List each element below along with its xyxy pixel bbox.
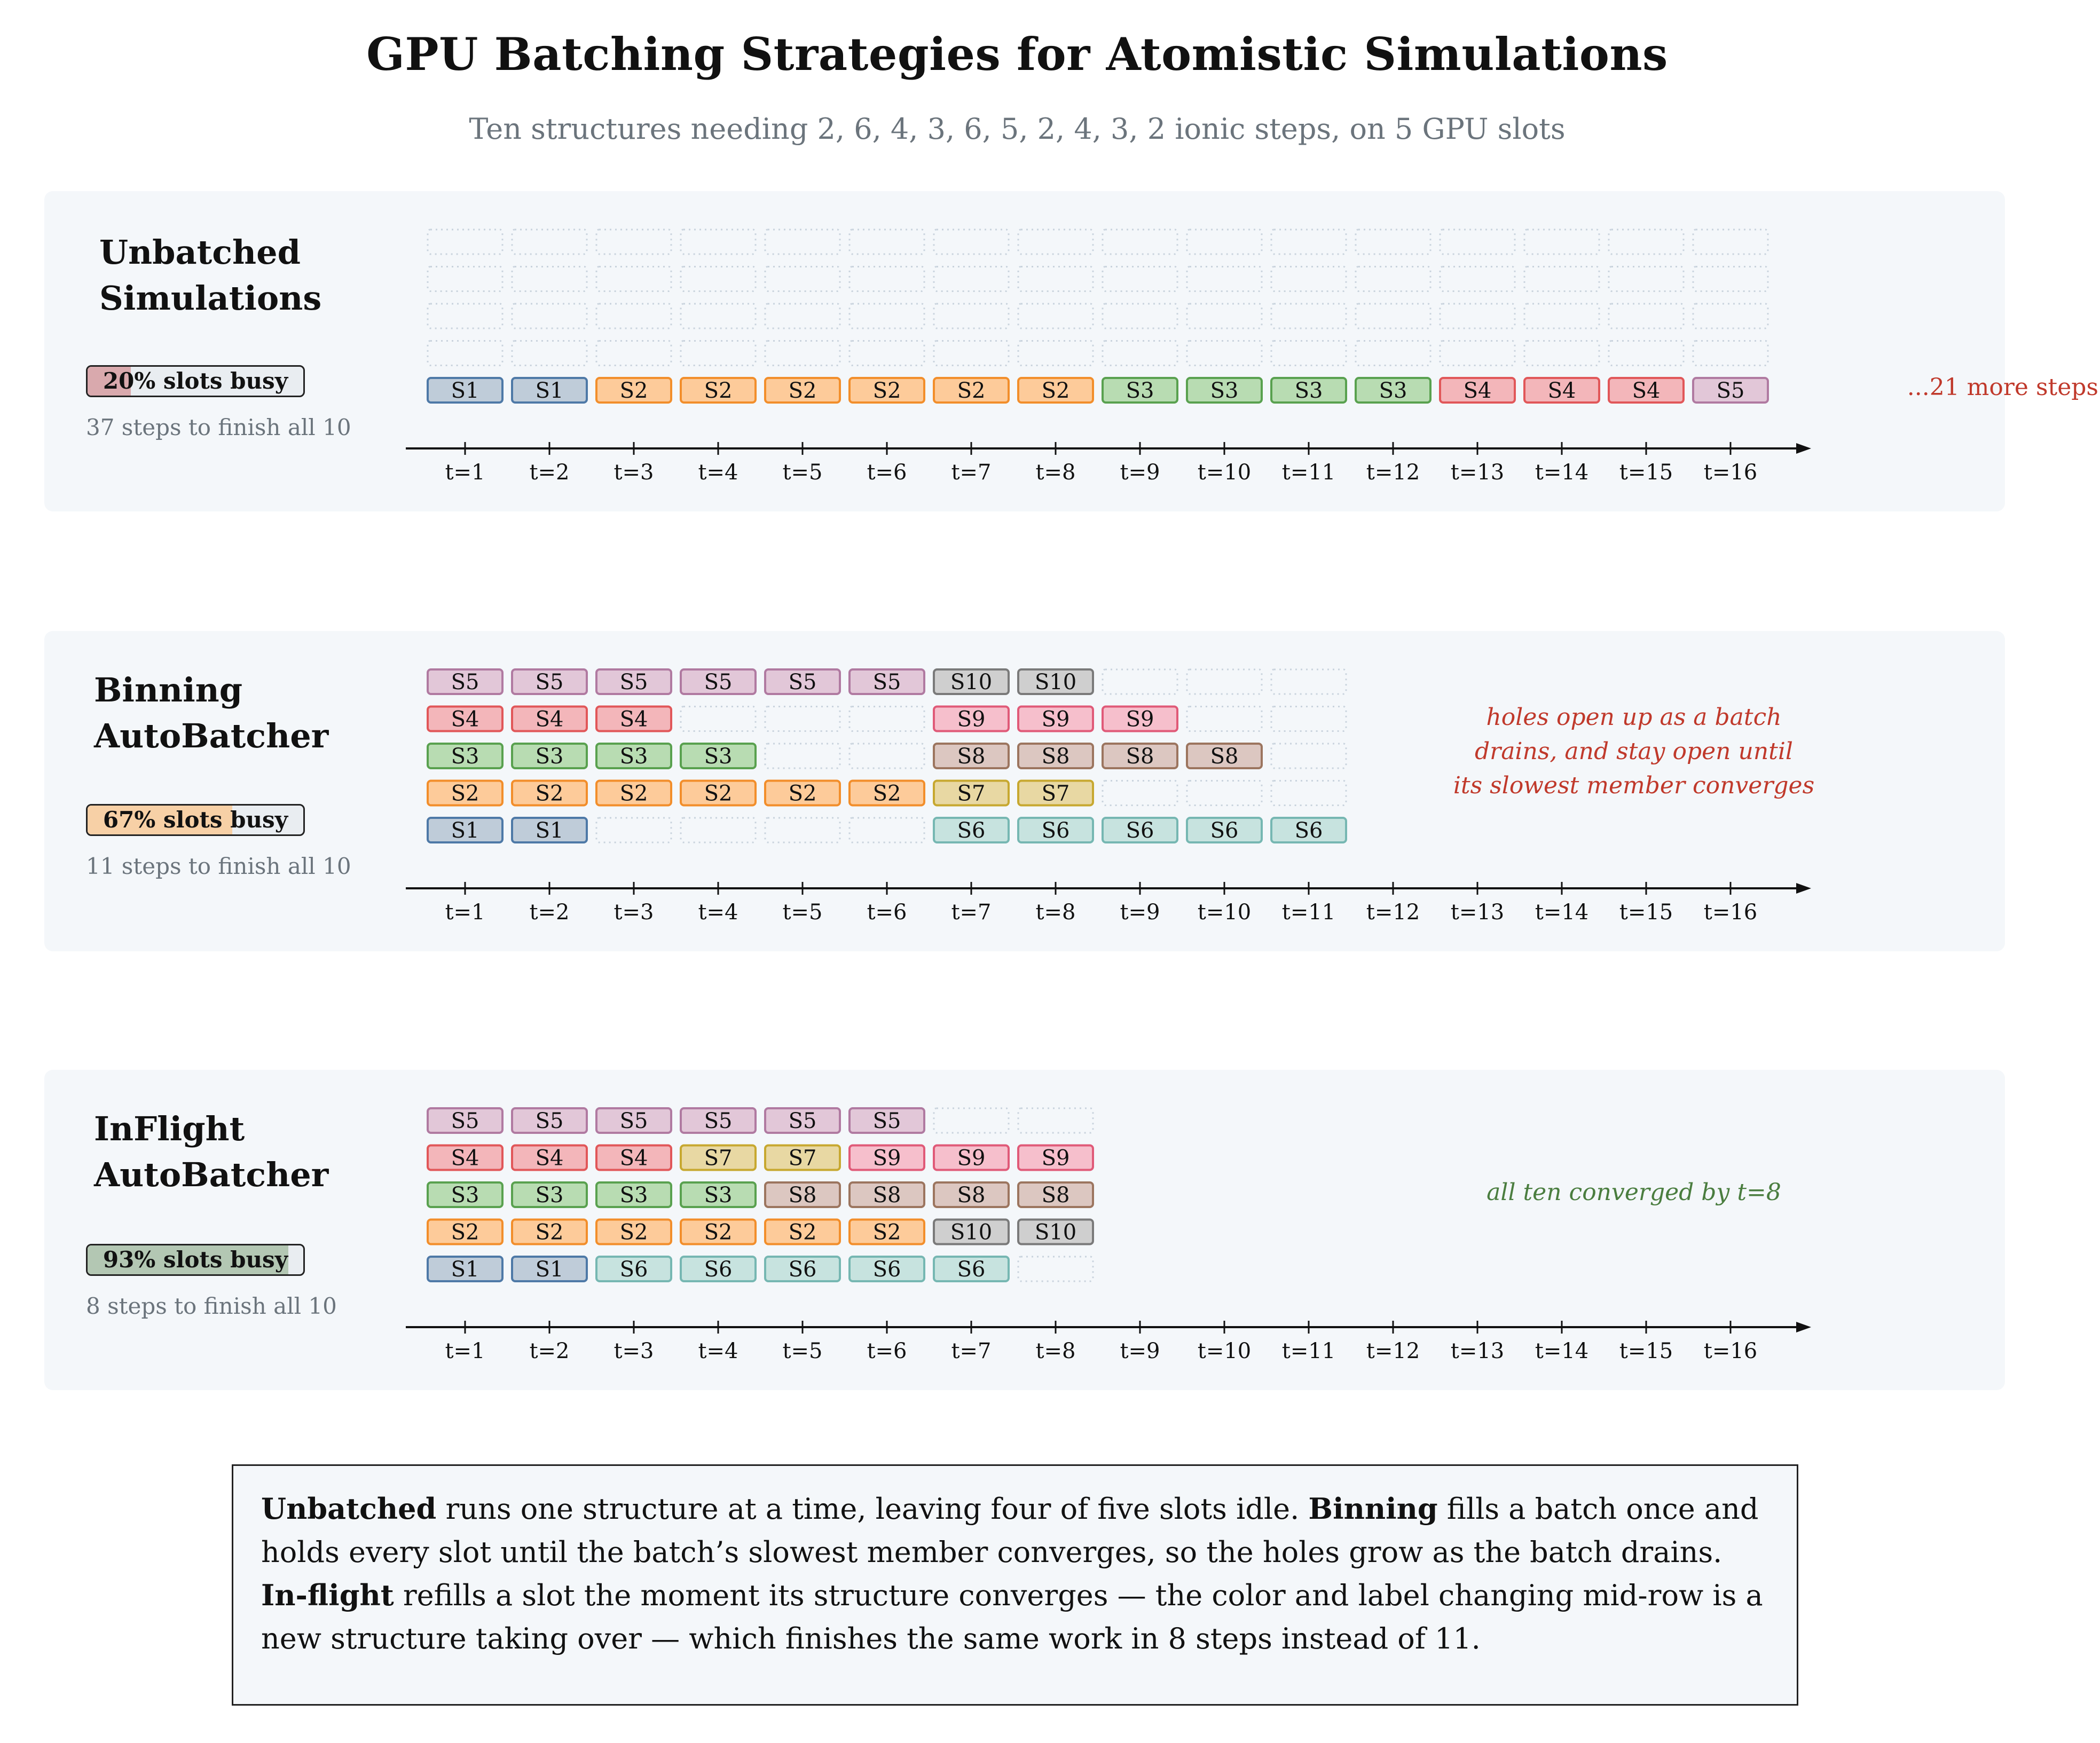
slot-label: S3 (1294, 378, 1323, 403)
empty-slot (850, 304, 924, 328)
slot-label: S2 (788, 781, 817, 806)
slot-label: S6 (1210, 818, 1239, 843)
time-tick-label: t=16 (1703, 900, 1758, 925)
slot-label: S9 (1041, 1146, 1070, 1171)
empty-slot (1693, 304, 1768, 328)
time-axis-arrow (1796, 1322, 1811, 1332)
summary-term-unbatched: Unbatched (261, 1492, 437, 1526)
slot-label: S1 (451, 1257, 479, 1282)
slot-label: S2 (957, 378, 986, 403)
slot-label: S3 (451, 1183, 479, 1208)
time-tick-label: t=14 (1535, 1339, 1589, 1363)
empty-slot (1356, 304, 1430, 328)
slot-label: S5 (704, 670, 733, 695)
slot-label: S7 (957, 781, 986, 806)
slot-label: S7 (788, 1146, 817, 1171)
slot-label: S5 (535, 1109, 564, 1133)
empty-slot (765, 230, 840, 254)
slot-label: S1 (451, 378, 479, 403)
slot-label: S7 (704, 1146, 733, 1171)
slot-label: S2 (535, 781, 564, 806)
empty-slot (1693, 267, 1768, 291)
time-tick-label: t=3 (614, 460, 654, 485)
slot-label: S2 (1041, 378, 1070, 403)
slot-label: S8 (957, 1183, 986, 1208)
empty-slot (1693, 341, 1768, 366)
empty-slot (1271, 304, 1346, 328)
empty-slot (934, 230, 1009, 254)
empty-slot (934, 1108, 1009, 1133)
empty-slot (681, 230, 756, 254)
steps-to-finish: 11 steps to finish all 10 (86, 853, 351, 879)
time-tick-label: t=8 (1035, 900, 1076, 925)
slot-label: S7 (1041, 781, 1070, 806)
empty-slot (428, 304, 502, 328)
empty-slot (1524, 267, 1599, 291)
empty-slot (1609, 304, 1684, 328)
slot-label: S2 (535, 1220, 564, 1245)
empty-slot (1187, 669, 1262, 694)
slot-label: S10 (950, 670, 993, 695)
empty-slot (1271, 341, 1346, 366)
empty-slot (1187, 304, 1262, 328)
panel-title: Binning AutoBatcher (94, 671, 329, 755)
time-tick-label: t=8 (1035, 1339, 1076, 1363)
empty-slot (1440, 230, 1515, 254)
slot-label: S5 (788, 1109, 817, 1133)
empty-slot (681, 818, 756, 842)
empty-slot (1271, 669, 1346, 694)
time-tick-label: t=11 (1281, 900, 1336, 925)
empty-slot (596, 304, 671, 328)
empty-slot (1356, 230, 1430, 254)
summary-text-unbatched: runs one structure at a time, leaving four of five slots idle. (436, 1492, 1309, 1526)
summary-term-inflight: In-flight (261, 1578, 394, 1612)
empty-slot (765, 304, 840, 328)
empty-slot (1609, 230, 1684, 254)
empty-slot (850, 341, 924, 366)
slot-label: S6 (957, 818, 986, 843)
time-tick-label: t=2 (529, 460, 570, 485)
empty-slot (1524, 341, 1599, 366)
empty-slot (681, 304, 756, 328)
time-tick-label: t=12 (1366, 1339, 1420, 1363)
slot-label: S6 (788, 1257, 817, 1282)
time-tick-label: t=7 (951, 1339, 992, 1363)
panel-title: Unbatched Simulations (99, 233, 322, 318)
slot-label: S1 (535, 818, 564, 843)
empty-slot (596, 818, 671, 842)
empty-slot (681, 707, 756, 731)
slot-label: S3 (704, 1183, 733, 1208)
empty-slot (1103, 304, 1177, 328)
slot-label: S10 (950, 1220, 993, 1245)
time-tick-label: t=4 (698, 1339, 738, 1363)
slot-label: S3 (535, 744, 564, 769)
empty-slot (428, 267, 502, 291)
empty-slot (850, 707, 924, 731)
empty-slot (1018, 230, 1093, 254)
slot-label: S9 (1041, 707, 1070, 732)
slot-label: S8 (872, 1183, 901, 1208)
empty-slot (428, 341, 502, 366)
panel-note: ...21 more steps (1907, 374, 2098, 401)
time-tick-label: t=5 (782, 460, 823, 485)
slot-label: S10 (1034, 670, 1077, 695)
slot-label: S8 (1041, 744, 1070, 769)
empty-slot (1018, 1257, 1093, 1281)
slot-label: S2 (704, 781, 733, 806)
busy-meter-label: 67% slots busy (103, 807, 288, 833)
slot-label: S2 (451, 781, 479, 806)
time-tick-label: t=2 (529, 900, 570, 925)
time-tick-label: t=9 (1120, 460, 1160, 485)
time-tick-label: t=7 (951, 900, 992, 925)
slot-label: S2 (872, 378, 901, 403)
empty-slot (1187, 267, 1262, 291)
slot-label: S2 (788, 1220, 817, 1245)
empty-slot (596, 230, 671, 254)
slot-label: S6 (1126, 818, 1154, 843)
empty-slot (850, 818, 924, 842)
time-tick-label: t=5 (782, 900, 823, 925)
empty-slot (428, 230, 502, 254)
time-tick-label: t=11 (1281, 1339, 1336, 1363)
slot-label: S1 (535, 378, 564, 403)
slot-label: S1 (535, 1257, 564, 1282)
empty-slot (765, 267, 840, 291)
time-tick-label: t=9 (1120, 1339, 1160, 1363)
slot-label: S2 (788, 378, 817, 403)
time-tick-label: t=4 (698, 900, 738, 925)
empty-slot (512, 230, 587, 254)
empty-slot (1018, 304, 1093, 328)
empty-slot (765, 818, 840, 842)
time-tick-label: t=16 (1703, 1339, 1758, 1363)
slot-label: S3 (619, 1183, 648, 1208)
slot-label: S5 (619, 670, 648, 695)
slot-label: S1 (451, 818, 479, 843)
empty-slot (934, 267, 1009, 291)
steps-to-finish: 37 steps to finish all 10 (86, 414, 351, 440)
slot-label: S6 (872, 1257, 901, 1282)
slot-label: S10 (1034, 1220, 1077, 1245)
slot-label: S5 (1716, 378, 1745, 403)
slot-label: S8 (1210, 744, 1239, 769)
empty-slot (1187, 781, 1262, 806)
slot-label: S9 (872, 1146, 901, 1171)
slot-label: S8 (1126, 744, 1154, 769)
summary-text-inflight: refills a slot the moment its structure converges — the color and label changing mid-row is a new structure taking over — which finishes the same work in 8 steps instead of 11. (261, 1579, 1763, 1655)
time-tick-label: t=9 (1120, 900, 1160, 925)
busy-meter-label: 20% slots busy (103, 368, 288, 394)
time-tick-label: t=6 (867, 460, 907, 485)
slot-label: S9 (1126, 707, 1154, 732)
empty-slot (1440, 267, 1515, 291)
slot-label: S3 (704, 744, 733, 769)
slot-label: S2 (872, 781, 901, 806)
time-tick-label: t=6 (867, 1339, 907, 1363)
empty-slot (1187, 230, 1262, 254)
empty-slot (1271, 267, 1346, 291)
slot-label: S5 (451, 1109, 479, 1133)
slot-label: S8 (957, 744, 986, 769)
slot-label: S4 (451, 1146, 479, 1171)
empty-slot (1693, 230, 1768, 254)
empty-slot (1524, 304, 1599, 328)
empty-slot (850, 744, 924, 768)
empty-slot (512, 304, 587, 328)
busy-meter-label: 93% slots busy (103, 1247, 288, 1273)
empty-slot (1356, 341, 1430, 366)
slot-label: S4 (1547, 378, 1576, 403)
slot-label: S6 (619, 1257, 648, 1282)
time-tick-label: t=11 (1281, 460, 1336, 485)
empty-slot (1440, 304, 1515, 328)
time-tick-label: t=10 (1197, 900, 1252, 925)
slot-label: S2 (619, 1220, 648, 1245)
slot-label: S9 (957, 1146, 986, 1171)
empty-slot (765, 341, 840, 366)
time-tick-label: t=14 (1535, 900, 1589, 925)
time-tick-label: t=1 (445, 1339, 485, 1363)
empty-slot (1103, 230, 1177, 254)
empty-slot (596, 267, 671, 291)
time-tick-label: t=2 (529, 1339, 570, 1363)
time-tick-label: t=10 (1197, 460, 1252, 485)
time-axis-arrow (1796, 443, 1811, 454)
time-tick-label: t=1 (445, 460, 485, 485)
empty-slot (765, 707, 840, 731)
empty-slot (765, 744, 840, 768)
slot-label: S5 (788, 670, 817, 695)
empty-slot (1103, 669, 1177, 694)
time-tick-label: t=7 (951, 460, 992, 485)
empty-slot (512, 341, 587, 366)
slot-label: S2 (872, 1220, 901, 1245)
slot-label: S8 (788, 1183, 817, 1208)
empty-slot (850, 267, 924, 291)
time-tick-label: t=12 (1366, 900, 1420, 925)
summary-term-binning: Binning (1308, 1492, 1438, 1526)
empty-slot (1271, 230, 1346, 254)
slot-label: S2 (619, 378, 648, 403)
empty-slot (1609, 341, 1684, 366)
summary-text-binning: fills a batch once and holds every slot until the batch’s slowest member converges, so the holes grow as the batch drains. (261, 1492, 1759, 1569)
time-tick-label: t=12 (1366, 460, 1420, 485)
empty-slot (934, 304, 1009, 328)
time-tick-label: t=1 (445, 900, 485, 925)
slot-label: S3 (535, 1183, 564, 1208)
slot-label: S4 (619, 707, 648, 732)
time-tick-label: t=13 (1450, 1339, 1505, 1363)
empty-slot (934, 341, 1009, 366)
empty-slot (1271, 781, 1346, 806)
panel-note: all ten converged by t=8 (1486, 1179, 1781, 1206)
empty-slot (681, 267, 756, 291)
time-tick-label: t=15 (1619, 900, 1673, 925)
empty-slot (596, 341, 671, 366)
empty-slot (850, 230, 924, 254)
slot-label: S2 (619, 781, 648, 806)
slot-label: S5 (535, 670, 564, 695)
slot-label: S3 (451, 744, 479, 769)
empty-slot (1187, 707, 1262, 731)
time-tick-label: t=10 (1197, 1339, 1252, 1363)
slot-label: S3 (1210, 378, 1239, 403)
slot-label: S9 (957, 707, 986, 732)
empty-slot (1356, 267, 1430, 291)
slot-label: S4 (1632, 378, 1661, 403)
page-subtitle: Ten structures needing 2, 6, 4, 3, 6, 5, 2, 4, 3, 2 ionic steps, on 5 GPU slots (469, 112, 1566, 146)
time-tick-label: t=14 (1535, 460, 1589, 485)
time-tick-label: t=16 (1703, 460, 1758, 485)
time-tick-label: t=3 (614, 1339, 654, 1363)
slot-label: S3 (1379, 378, 1407, 403)
slot-label: S2 (704, 1220, 733, 1245)
empty-slot (1103, 267, 1177, 291)
time-tick-label: t=5 (782, 1339, 823, 1363)
slot-label: S2 (704, 378, 733, 403)
slot-label: S4 (619, 1146, 648, 1171)
slot-label: S6 (704, 1257, 733, 1282)
time-tick-label: t=15 (1619, 460, 1673, 485)
empty-slot (1609, 267, 1684, 291)
empty-slot (1018, 267, 1093, 291)
empty-slot (1018, 341, 1093, 366)
slot-label: S8 (1041, 1183, 1070, 1208)
panel-title: InFlight AutoBatcher (94, 1109, 329, 1194)
slot-label: S4 (451, 707, 479, 732)
empty-slot (681, 341, 756, 366)
page-title: GPU Batching Strategies for Atomistic Simulations (366, 28, 1668, 81)
slot-label: S5 (619, 1109, 648, 1133)
slot-label: S4 (1463, 378, 1492, 403)
empty-slot (1103, 781, 1177, 806)
time-tick-label: t=15 (1619, 1339, 1673, 1363)
steps-to-finish: 8 steps to finish all 10 (86, 1293, 337, 1319)
time-tick-label: t=13 (1450, 900, 1505, 925)
slot-label: S6 (1294, 818, 1323, 843)
time-tick-label: t=8 (1035, 460, 1076, 485)
empty-slot (1187, 341, 1262, 366)
slot-label: S2 (451, 1220, 479, 1245)
slot-label: S3 (619, 744, 648, 769)
slot-label: S6 (1041, 818, 1070, 843)
empty-slot (1018, 1108, 1093, 1133)
empty-slot (1524, 230, 1599, 254)
slot-label: S4 (535, 1146, 564, 1171)
slot-label: S6 (957, 1257, 986, 1282)
empty-slot (512, 267, 587, 291)
slot-label: S3 (1126, 378, 1154, 403)
slot-label: S5 (704, 1109, 733, 1133)
slot-label: S5 (451, 670, 479, 695)
slot-label: S5 (872, 670, 901, 695)
time-tick-label: t=3 (614, 900, 654, 925)
slot-label: S4 (535, 707, 564, 732)
empty-slot (1440, 341, 1515, 366)
summary-box (232, 1464, 1798, 1706)
time-tick-label: t=4 (698, 460, 738, 485)
time-axis-arrow (1796, 883, 1811, 894)
time-tick-label: t=6 (867, 900, 907, 925)
empty-slot (1271, 707, 1346, 731)
slot-label: S5 (872, 1109, 901, 1133)
empty-slot (1103, 341, 1177, 366)
empty-slot (1271, 744, 1346, 768)
time-tick-label: t=13 (1450, 460, 1505, 485)
panel-note: holes open up as a batch drains, and stay open until its slowest member converges (1453, 704, 1815, 799)
